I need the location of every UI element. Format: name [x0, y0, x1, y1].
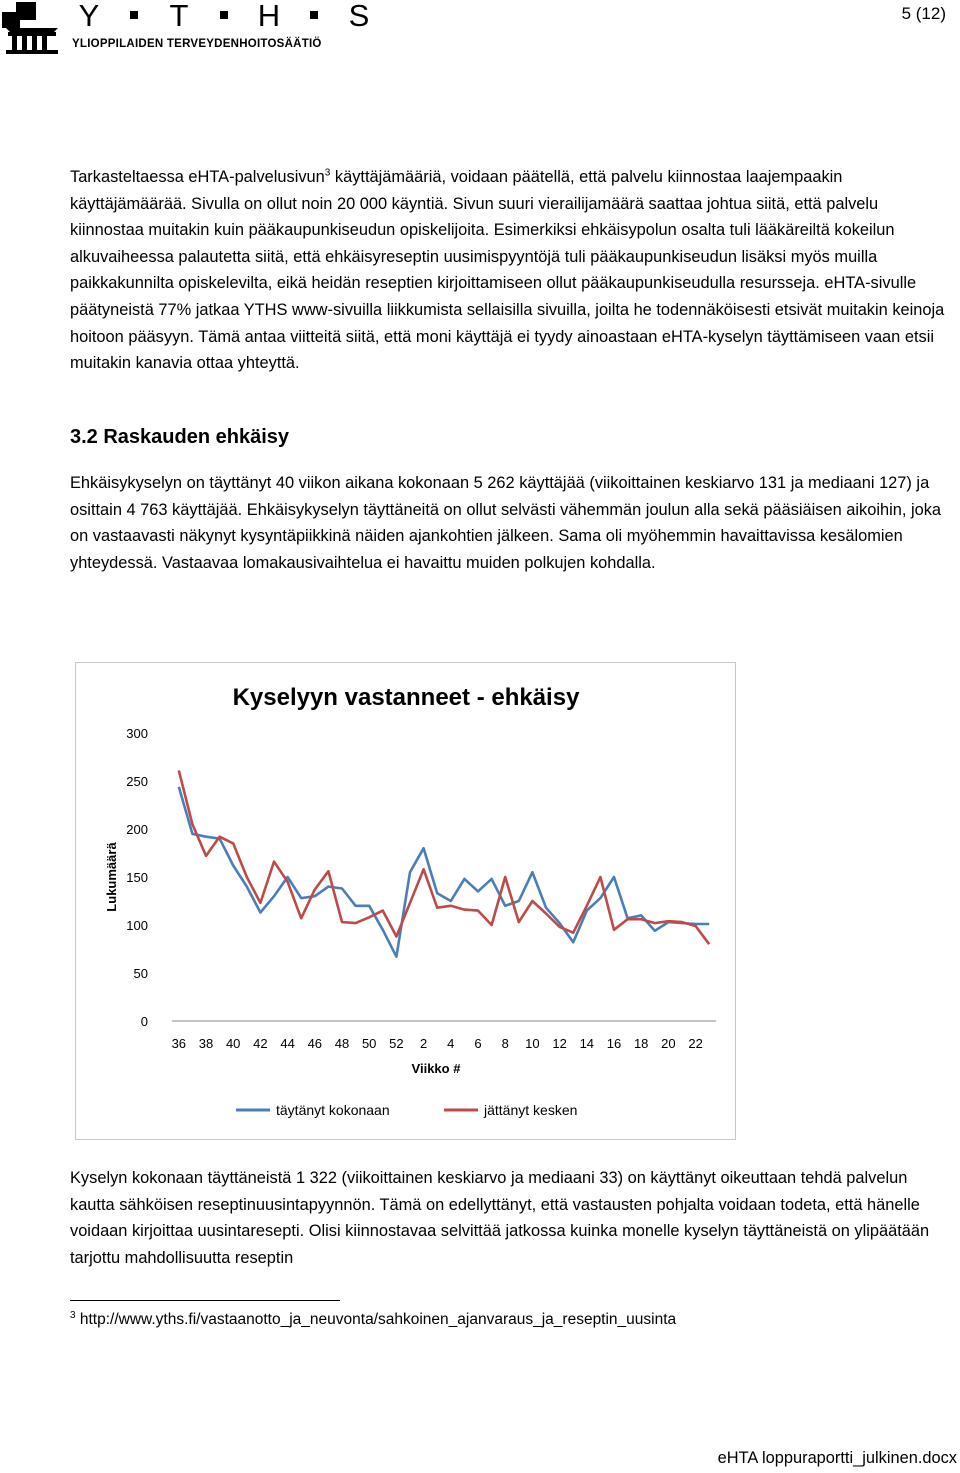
- wordmark-letter: T: [169, 0, 189, 33]
- paragraph-prescription-renewal: Kyselyn kokonaan täyttäneistä 1 322 (viikoittainen keskiarvo ja mediaani 33) on käyttänyt oikeuttaan tehdä palvelun kautta sähköisen reseptinuusintapyynnön. Tämä on edellyttänyt, että vastausten pohjalta voidaan todeta, että hänelle voidaan kirjoittaa uusintaresepti. Olisi kiinnostavaa selvittää jatkossa kuinka monelle kyselyn täyttäneistä on ylipäätään tarjottu mahdollisuutta reseptin: [70, 1169, 930, 1267]
- legend-label: jättänyt kesken: [484, 1102, 578, 1118]
- y-tick-label: 250: [126, 774, 148, 789]
- x-tick-label: 22: [688, 1036, 703, 1051]
- chart-canvas: [76, 663, 737, 1141]
- x-tick-label: 40: [225, 1036, 241, 1051]
- x-tick-label: 48: [334, 1036, 350, 1051]
- wordmark-letter: H: [257, 0, 281, 33]
- x-tick-label: 38: [198, 1036, 214, 1051]
- x-tick-label: 8: [501, 1036, 509, 1051]
- footnote-url: http://www.yths.fi/vastaanotto_ja_neuvonta/sahkoinen_ajanvaraus_ja_reseptin_uusinta: [75, 1311, 677, 1329]
- y-tick-label: 200: [126, 822, 148, 837]
- x-tick-label: 16: [606, 1036, 622, 1051]
- x-tick-label: 52: [389, 1036, 404, 1051]
- x-axis-label: Viikko #: [411, 1061, 461, 1076]
- x-tick-label: 18: [633, 1036, 649, 1051]
- footnote-reference: 3: [324, 167, 331, 179]
- legend-label: täytänyt kokonaan: [276, 1102, 390, 1118]
- section-heading: 3.2 Raskauden ehkäisy: [70, 426, 290, 448]
- paragraph-ehta-usage: [70, 164, 955, 377]
- paragraph-text: käyttäjämääriä, voidaan päätellä, että palvelu kiinnostaa laajempaakin käyttäjämäärää. Sivulla on ollut noin 20 000 käyntiä. Sivun suuri vierailijamäärä saattaa johtua siitä, että palvelu kiinnostaa muitakin kuin pääkaupunkiseudun opiskelijoita. Esimerkiksi ehkäisypolun osalta tuli lääkäreiltä kokeilun alkuvaiheessa palautetta siitä, että ehkäisyreseptin uusimispyyntöjä tuli pääkaupunkiseudun lisäksi myös muilla paikkakunnilta opiskelevilta, eikä heidän reseptien kirjoittamiseen ollut pääkaupunkiseudulla resursseja. eHTA-sivulle päätyneistä 77% jatkaa YTHS www-sivuilla liikkumista sellaisilla sivuilla, joilta he todennäköisesti etsivät muitakin keinoja hoitoon pääsyyn. Tämä antaa viitteitä siitä, että moni käyttäjä ei tyydy ainoastaan eHTA-kyselyn täyttämiseen vaan etsii muitakin kanavia ottaa yhteyttä.: [70, 168, 945, 373]
- x-tick-label: 42: [253, 1036, 268, 1051]
- x-tick-label: 44: [280, 1036, 295, 1051]
- y-tick-label: 150: [126, 870, 148, 885]
- footnote: [70, 1310, 676, 1329]
- yths-wordmark: [72, 0, 376, 34]
- page-number: 5 (12): [901, 4, 946, 23]
- x-tick-label: 10: [525, 1036, 540, 1051]
- y-tick-label: 100: [126, 918, 148, 933]
- x-tick-label: 50: [361, 1036, 377, 1051]
- y-tick-label: 50: [133, 966, 148, 981]
- x-tick-label: 36: [171, 1036, 187, 1051]
- x-tick-label: 12: [552, 1036, 567, 1051]
- wordmark-letter: Y: [78, 0, 100, 33]
- series-line-completed: [179, 787, 709, 957]
- x-tick-label: 14: [579, 1036, 595, 1051]
- paragraph-text: Tarkasteltaessa eHTA-palvelusivun: [70, 168, 325, 186]
- yths-logo-icon: [2, 2, 62, 54]
- y-tick-label: 300: [126, 726, 148, 741]
- wordmark-letter: S: [348, 0, 370, 33]
- x-tick-label: 46: [307, 1036, 323, 1051]
- page-header: [0, 0, 960, 60]
- x-tick-label: 20: [661, 1036, 676, 1051]
- x-tick-label: 4: [447, 1036, 455, 1051]
- series-line-abandoned: [179, 770, 709, 944]
- footnote-number: 3: [70, 1310, 76, 1321]
- y-tick-label: 0: [140, 1014, 148, 1029]
- organization-name: YLIOPPILAIDEN TERVEYDENHOITOSÄÄTIÖ: [72, 38, 322, 50]
- paragraph-contraception-survey: Ehkäisykyselyn on täyttänyt 40 viikon aikana kokonaan 5 262 käyttäjää (viikoittainen keskiarvo 131 ja mediaani 127) ja osittain 4 763 käyttäjää. Ehkäisykyselyn täyttäneitä on ollut selvästi vähemmän joulun alla sekä pääsiäisen aikoihin, joka on vastaavasti näkynyt kysyntäpiikkinä näiden ajankohtien jälkeen. Sama oli myöhemmin havaittavissa kesälomien yhteydessä. Vastaavaa lomakausivaihtelua ei havaittu muiden polkujen kohdalla.: [70, 474, 942, 572]
- y-axis-label: Lukumäärä: [104, 842, 119, 912]
- footer-filename: eHTA loppuraportti_julkinen.docx: [717, 1449, 957, 1467]
- x-tick-label: 2: [419, 1036, 428, 1051]
- footnote-divider: [70, 1300, 340, 1301]
- chart-title: Kyselyyn vastanneet - ehkäisy: [232, 684, 580, 711]
- responses-chart: [75, 662, 736, 1140]
- x-tick-label: 6: [474, 1036, 482, 1051]
